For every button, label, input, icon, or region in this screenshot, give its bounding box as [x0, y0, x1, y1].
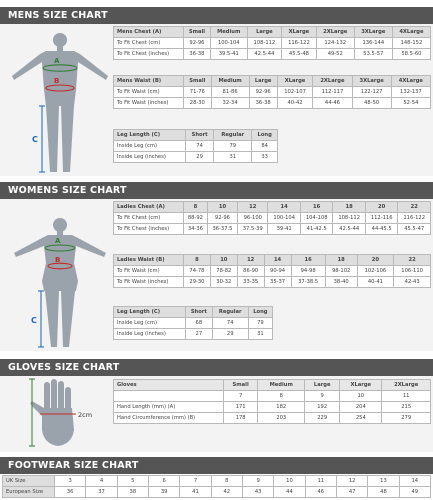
column-header: XLarge: [282, 27, 317, 38]
shoe-size-cell: 10: [274, 476, 305, 487]
column-header: 8: [184, 255, 211, 266]
womens-letter-a: A: [55, 237, 61, 245]
row-label: To Fit Chest (cm): [114, 213, 184, 224]
table-cell: 29: [212, 329, 248, 340]
table-title-cell: Ladies Waist (B): [114, 255, 184, 266]
table-row: [114, 224, 431, 235]
table-cell: 96-100: [238, 213, 268, 224]
table-title-cell: Leg Length (C): [114, 130, 186, 141]
table-cell: 39-41: [268, 224, 301, 235]
table-cell: 45.5-47: [398, 224, 431, 235]
table-title-cell: Ladies Chest (A): [114, 202, 184, 213]
table-cell: 49-52: [316, 49, 354, 60]
column-header: 18: [333, 202, 366, 213]
blank-cell: [114, 391, 224, 402]
table-cell: 44-46: [313, 98, 352, 109]
table-row: [114, 318, 273, 329]
footwear-section-title: FOOTWEAR SIZE CHART: [0, 457, 433, 474]
womens-letter-c: C: [31, 316, 37, 325]
glove-size-number: 9: [305, 391, 340, 402]
mens-chest-table: [113, 26, 431, 60]
table-cell: 29-30: [184, 277, 211, 288]
table-cell: 74: [186, 141, 214, 152]
table-cell: 33-35: [237, 277, 264, 288]
shoe-size-cell: 37: [86, 487, 117, 498]
womens-waist-table: [113, 254, 431, 288]
column-header: 4XLarge: [391, 76, 430, 87]
table-cell: 52-54: [391, 98, 430, 109]
mens-letter-b: B: [54, 77, 60, 85]
table-row: [114, 152, 278, 163]
table-cell: 215: [382, 402, 431, 413]
table-cell: 182: [258, 402, 305, 413]
column-header: 12: [238, 202, 268, 213]
table-cell: 33: [252, 152, 278, 163]
column-header: Medium: [258, 380, 305, 391]
shoe-size-cell: 44: [274, 487, 305, 498]
shoe-size-cell: 14: [399, 476, 430, 487]
shoe-size-cell: 5: [117, 476, 148, 487]
row-label: To Fit Waist (cm): [114, 87, 184, 98]
gloves-section-title: GLOVES SIZE CHART: [0, 359, 433, 376]
table-title-cell: Leg Length (C): [114, 307, 186, 318]
table-cell: 42-43: [394, 277, 431, 288]
table-cell: 74-78: [184, 266, 211, 277]
table-cell: 38-40: [325, 277, 357, 288]
shoe-size-cell: 46: [305, 487, 336, 498]
column-header: Small: [184, 27, 211, 38]
table-cell: 40-42: [277, 98, 313, 109]
row-label: To Fit Waist (cm): [114, 266, 184, 277]
glove-size-number-row: [114, 391, 431, 402]
table-cell: 41-42.5: [300, 224, 333, 235]
column-header: 4XLarge: [392, 27, 430, 38]
table-title-cell: Mens Waist (B): [114, 76, 184, 87]
table-cell: 37.5-39: [238, 224, 268, 235]
table-cell: 279: [382, 413, 431, 424]
table-cell: 44-45.5: [365, 224, 398, 235]
column-header: 14: [264, 255, 291, 266]
table-cell: 81-86: [211, 87, 249, 98]
column-header: 12: [237, 255, 264, 266]
table-cell: 229: [305, 413, 340, 424]
table-header-row: [114, 307, 273, 318]
table-cell: 92-96: [207, 213, 237, 224]
table-title-cell: Gloves: [114, 380, 224, 391]
table-header-row: [114, 380, 431, 391]
column-header: Small: [184, 76, 212, 87]
gloves-table: [113, 379, 431, 424]
column-header: Medium: [211, 76, 249, 87]
glove-measure-label: 2cm: [78, 411, 93, 419]
table-cell: 108-112: [333, 213, 366, 224]
table-cell: 124-132: [316, 38, 354, 49]
table-cell: 36-38: [184, 49, 211, 60]
table-cell: 86-90: [237, 266, 264, 277]
row-label: European Size: [3, 487, 55, 498]
table-cell: 100-104: [268, 213, 301, 224]
column-header: Long: [252, 130, 278, 141]
shoe-size-cell: 11: [305, 476, 336, 487]
table-row: [3, 476, 431, 487]
column-header: 2XLarge: [316, 27, 354, 38]
glove-hand-figure: [18, 378, 112, 450]
row-label: Inside Leg (cm): [114, 141, 186, 152]
womens-chest-table: [113, 201, 431, 235]
shoe-size-cell: 12: [336, 476, 367, 487]
footwear-table: [2, 475, 431, 498]
column-header: 16: [291, 255, 325, 266]
table-cell: 106-110: [394, 266, 431, 277]
table-cell: 112-117: [313, 87, 352, 98]
table-cell: 148-152: [392, 38, 430, 49]
table-header-row: [114, 130, 278, 141]
table-row: [114, 49, 431, 60]
table-cell: 79: [248, 318, 272, 329]
column-header: Large: [305, 380, 340, 391]
column-header: Large: [249, 76, 277, 87]
table-row: [114, 329, 273, 340]
table-cell: 29: [186, 152, 214, 163]
column-header: Regular: [214, 130, 252, 141]
column-header: 14: [268, 202, 301, 213]
row-label: UK Size: [3, 476, 55, 487]
womens-section-title: WOMENS SIZE CHART: [0, 182, 433, 199]
row-label: To Fit Waist (inches): [114, 277, 184, 288]
table-cell: 45.5-48: [282, 49, 317, 60]
table-cell: 92-96: [184, 38, 211, 49]
table-cell: 58.5-60: [392, 49, 430, 60]
table-cell: 84: [252, 141, 278, 152]
column-header: 10: [210, 255, 237, 266]
column-header: 22: [398, 202, 431, 213]
table-cell: 71-76: [184, 87, 212, 98]
column-header: Large: [247, 27, 282, 38]
womens-leg-table: [113, 306, 273, 340]
column-header: Short: [186, 307, 213, 318]
column-header: Small: [224, 380, 258, 391]
table-cell: 122-127: [352, 87, 391, 98]
table-cell: 104-108: [300, 213, 333, 224]
shoe-size-cell: 38: [117, 487, 148, 498]
table-row: [114, 141, 278, 152]
table-cell: 204: [340, 402, 382, 413]
table-cell: 39.5-41: [210, 49, 247, 60]
row-label: Hand Length (mm) (A): [114, 402, 224, 413]
table-header-row: [114, 27, 431, 38]
table-cell: 203: [258, 413, 305, 424]
table-cell: 74: [212, 318, 248, 329]
table-cell: 53.5-57: [354, 49, 392, 60]
shoe-size-cell: 43: [242, 487, 273, 498]
row-label: Hand Circumference (mm) (B): [114, 413, 224, 424]
table-header-row: [114, 202, 431, 213]
table-row: [114, 402, 431, 413]
column-header: Medium: [210, 27, 247, 38]
shoe-size-cell: 47: [336, 487, 367, 498]
mens-letter-c: C: [32, 135, 38, 144]
table-cell: 178: [224, 413, 258, 424]
table-cell: 36-37.5: [207, 224, 237, 235]
glove-size-number: 8: [258, 391, 305, 402]
womens-letter-b: B: [55, 256, 61, 264]
table-cell: 34-36: [184, 224, 208, 235]
column-header: 10: [207, 202, 237, 213]
table-cell: 88-92: [184, 213, 208, 224]
table-cell: 102-106: [357, 266, 394, 277]
table-cell: 192: [305, 402, 340, 413]
table-cell: 92-96: [249, 87, 277, 98]
table-row: [114, 87, 431, 98]
row-label: To Fit Waist (inches): [114, 98, 184, 109]
column-header: 16: [300, 202, 333, 213]
table-header-row: [114, 255, 431, 266]
table-cell: 31: [214, 152, 252, 163]
column-header: Regular: [212, 307, 248, 318]
column-header: 8: [184, 202, 208, 213]
column-header: 18: [325, 255, 357, 266]
table-row: [114, 413, 431, 424]
table-row: [114, 277, 431, 288]
table-cell: 108-112: [247, 38, 282, 49]
column-header: XLarge: [340, 380, 382, 391]
table-cell: 102-107: [277, 87, 313, 98]
column-header: 20: [365, 202, 398, 213]
column-header: 2XLarge: [382, 380, 431, 391]
glove-size-number: 7: [224, 391, 258, 402]
shoe-size-cell: 13: [368, 476, 399, 487]
shoe-size-cell: 6: [148, 476, 179, 487]
column-header: Short: [186, 130, 214, 141]
row-label: Inside Leg (cm): [114, 318, 186, 329]
column-header: Long: [248, 307, 272, 318]
shoe-size-cell: 8: [211, 476, 242, 487]
table-cell: 32-34: [211, 98, 249, 109]
column-header: 20: [357, 255, 394, 266]
column-header: 3XLarge: [354, 27, 392, 38]
table-cell: 31: [248, 329, 272, 340]
table-row: [3, 487, 431, 498]
table-cell: 27: [186, 329, 213, 340]
table-cell: 48-50: [352, 98, 391, 109]
shoe-size-cell: 41: [180, 487, 211, 498]
table-header-row: [114, 76, 431, 87]
row-label: Inside Leg (inches): [114, 329, 186, 340]
table-cell: 35-37: [264, 277, 291, 288]
row-label: To Fit Chest (inches): [114, 49, 184, 60]
row-label: To Fit Chest (inches): [114, 224, 184, 235]
glove-size-number: 10: [340, 391, 382, 402]
shoe-size-cell: 4: [86, 476, 117, 487]
shoe-size-cell: 7: [180, 476, 211, 487]
table-cell: 132-137: [391, 87, 430, 98]
table-cell: 136-144: [354, 38, 392, 49]
table-cell: 100-104: [210, 38, 247, 49]
row-label: To Fit Chest (cm): [114, 38, 184, 49]
column-header: 3XLarge: [352, 76, 391, 87]
shoe-size-cell: 3: [55, 476, 86, 487]
table-cell: 112-116: [365, 213, 398, 224]
table-cell: 42.5-44: [333, 224, 366, 235]
table-title-cell: Mens Chest (A): [114, 27, 184, 38]
table-cell: 254: [340, 413, 382, 424]
mens-letter-a: A: [54, 57, 60, 65]
shoe-size-cell: 49: [399, 487, 430, 498]
table-cell: 37-38.5: [291, 277, 325, 288]
table-cell: 28-30: [184, 98, 212, 109]
glove-size-number: 11: [382, 391, 431, 402]
shoe-size-cell: 39: [148, 487, 179, 498]
table-row: [114, 213, 431, 224]
table-cell: 68: [186, 318, 213, 329]
table-cell: 79: [214, 141, 252, 152]
table-row: [114, 266, 431, 277]
table-cell: 40-41: [357, 277, 394, 288]
column-header: 2XLarge: [313, 76, 352, 87]
table-cell: 90-94: [264, 266, 291, 277]
table-cell: 42.5-44: [247, 49, 282, 60]
table-cell: 116-122: [398, 213, 431, 224]
shoe-size-cell: 42: [211, 487, 242, 498]
table-cell: 116-122: [282, 38, 317, 49]
mens-leg-table: [113, 129, 278, 163]
shoe-size-cell: 36: [55, 487, 86, 498]
column-header: 22: [394, 255, 431, 266]
shoe-size-cell: 9: [242, 476, 273, 487]
table-cell: 36-38: [249, 98, 277, 109]
table-cell: 30-32: [210, 277, 237, 288]
table-cell: 78-82: [210, 266, 237, 277]
table-row: [114, 38, 431, 49]
row-label: Inside Leg (inches): [114, 152, 186, 163]
table-cell: 171: [224, 402, 258, 413]
mens-section-title: MENS SIZE CHART: [0, 7, 433, 24]
table-cell: 98-102: [325, 266, 357, 277]
shoe-size-cell: 48: [368, 487, 399, 498]
mens-body-figure: [8, 30, 112, 176]
table-cell: 94-98: [291, 266, 325, 277]
womens-body-figure: [10, 215, 110, 350]
mens-waist-table: [113, 75, 431, 109]
column-header: XLarge: [277, 76, 313, 87]
table-row: [114, 98, 431, 109]
